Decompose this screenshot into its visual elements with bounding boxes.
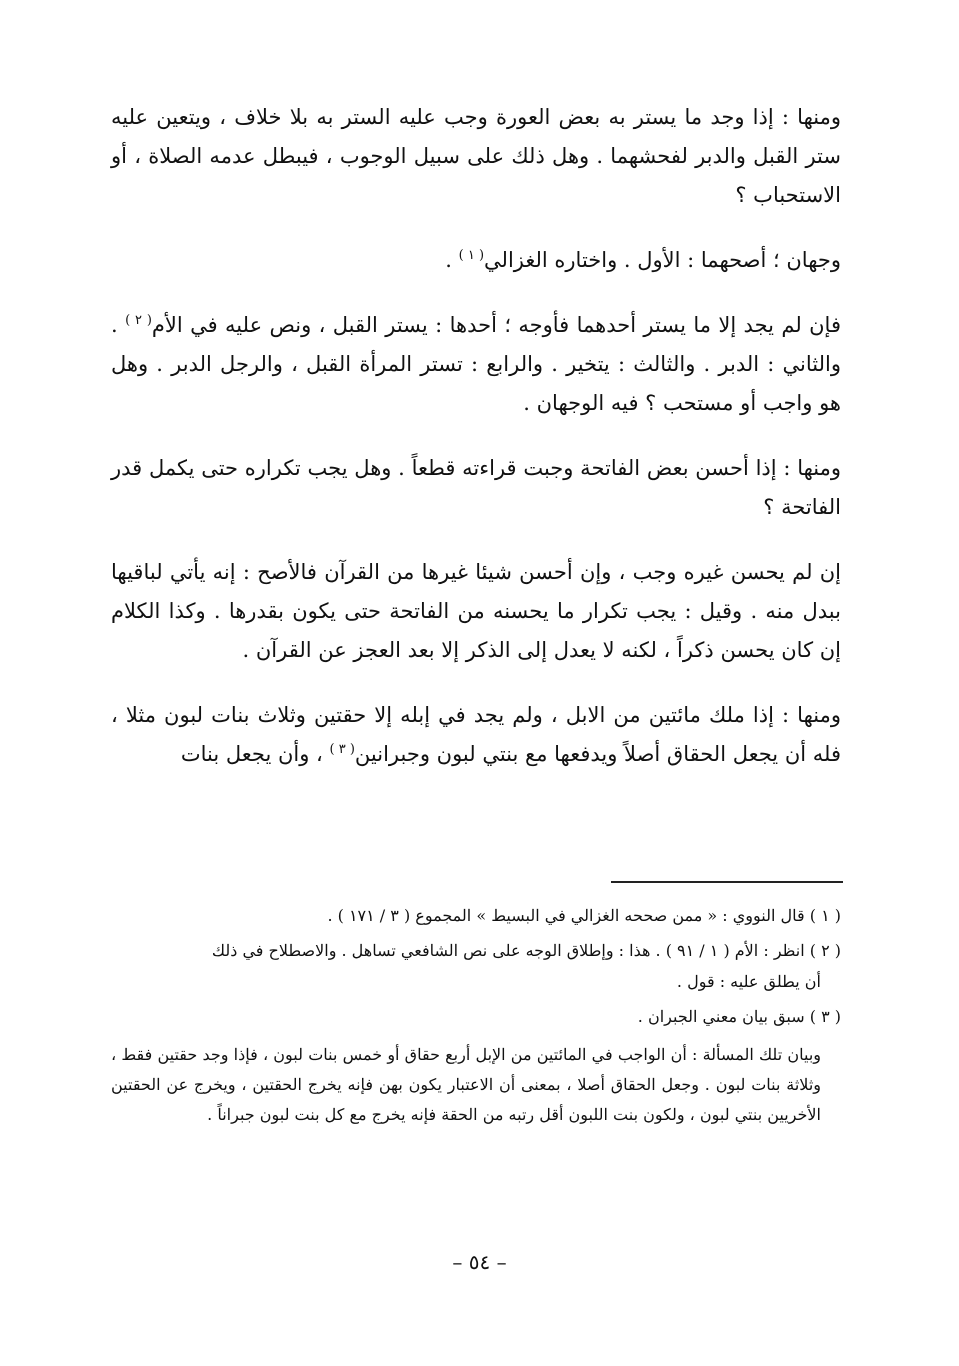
paragraph-text: . والثاني : الدبر . والثالث : يتخير . والرابع : تستر المرأة القبل ، والرجل الدبر . وهل هو واجب أو مستحب ؟ فيه الوجهان . [111, 313, 841, 415]
footnote-divider [611, 881, 843, 883]
footnote-ref-3[interactable]: ( ٣ ) [329, 742, 355, 757]
main-text [111, 98, 841, 800]
footnote-explanation: وبيان تلك المسألة : أن الواجب في المائتين من الإبل أربع حقاق أو خمس بنات لبون ، فإذا وجد حقتين فقط ، وثلاثة بنات لبون . وجعل الحقاق أصلا ، بمعنى أن الاعتبار يكون بهن فإنه يخرج الحقتين ، ويخرج عن الحقتين الأخريين بنتي لبون ، ولكون بنت اللبون أقل رتبه من الحقة فإنه يخرج مع كل بنت لبون جبراناً . [111, 1045, 822, 1124]
footnote-text: ( ٣ ) سبق بيان معني الجبران . [637, 1007, 841, 1026]
paragraph [111, 306, 841, 423]
footnote-3 [111, 1001, 841, 1032]
paragraph-text: ومنها : إذا أحسن بعض الفاتحة وجبت قراءته قطعاً . وهل يجب تكراره حتى يكمل قدر الفاتحة ؟ [111, 456, 841, 519]
paragraph [111, 241, 841, 280]
paragraph-text: ، وأن يجعل بنات [180, 742, 330, 766]
footnote-ref-2[interactable]: ( ٢ ) [125, 313, 152, 328]
footnote-1 [111, 900, 841, 931]
paragraph-text: إن لم يحسن غيره وجب ، وإن أحسن شيئا غيرها من القرآن فالأصح : إنه يأتي لباقيها ببدل منه . وقيل : يجب تكرار ما يحسنه من الفاتحة حتى يكون بقدرها . وكذا الكلام إن كان يحسن ذكراً ، لكنه لا يعدل إلى الذكر إلا بعد العجز عن القرآن . [111, 560, 841, 662]
footnote-text: ( ١ ) قال النووي : « ممن صححه الغزالي في البسيط » المجموع ( ٣ / ١٧١ ) . [327, 906, 841, 925]
footnotes [111, 900, 841, 1130]
footnote-2 [111, 935, 841, 997]
paragraph-text: ومنها : إذا وجد ما يستر به بعض العورة وجب عليه الستر به بلا خلاف ، ويتعين عليه ستر القبل والدبر لفحشهما . وهل ذلك على سبيل الوجوب ، فيبطل عدمه الصلاة ، أو الاستحباب ؟ [111, 105, 841, 207]
paragraph [111, 553, 841, 670]
page-number: – ٥٤ – [452, 1250, 507, 1274]
paragraph [111, 696, 841, 774]
paragraph [111, 98, 841, 215]
paragraph-text: ومنها : إذا ملك مائتين من الابل ، ولم يجد في إبله إلا حقتين وثلاث بنات لبون مثلا ، فله أن يجعل الحقاق أصلاً ويدفعها مع بنتي لبون وجبرانين [111, 703, 841, 766]
paragraph [111, 449, 841, 527]
footnote-text: ( ٢ ) انظر : الأم ( ١ / ٩١ ) . هذا : وإطلاق الوجه على نص الشافعي تساهل . والاصطلاح في ذلك [211, 941, 841, 960]
footnote-ref-1[interactable]: ( ١ ) [458, 248, 485, 263]
paragraph-text: فإن لم يجد إلا ما يستر أحدهما فأوجه ؛ أحدها : يستر القبل ، ونص عليه في الأم [151, 313, 841, 337]
paragraph-text: . [445, 248, 459, 272]
footnote-continuation: أن يطلق عليه : قول . [676, 972, 821, 991]
paragraph-text: وجهان ؛ أصحهما : الأول . واختاره الغزالي [484, 248, 841, 272]
